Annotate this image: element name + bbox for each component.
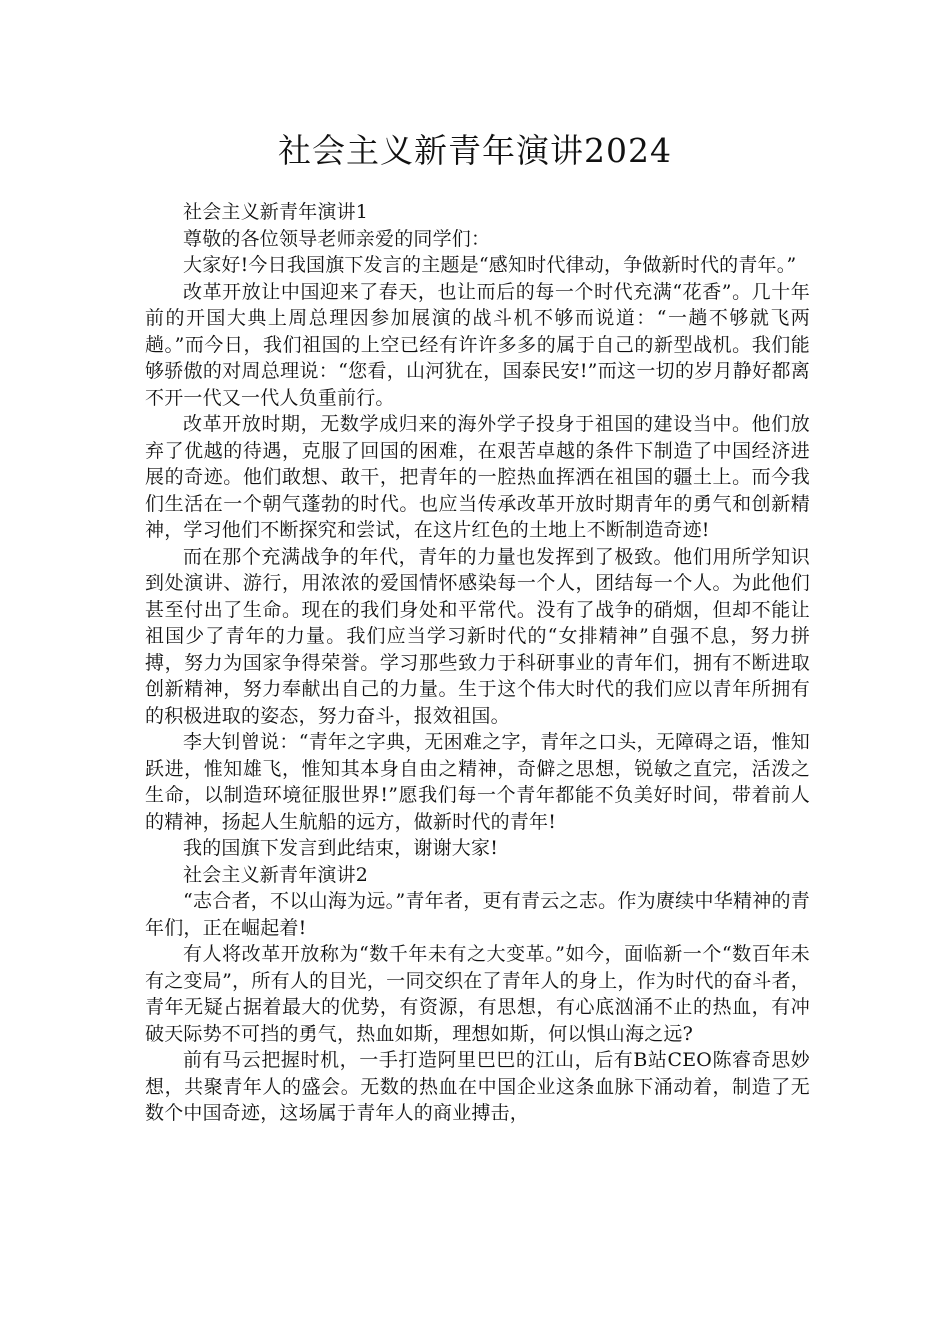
paragraph: 有人将改革开放称为“数千年未有之大变革。”如今，面临新一个“数百年未有之变局”，所有人的目光，一同交织在了青年人的身上，作为时代的奋斗者，青年无疑占据着最大的优势，有资源，有思想，有心底汹涌不止的热血，有冲破天际势不可挡的勇气，热血如斯，理想如斯，何以惧山海之远? — [145, 943, 810, 1045]
paragraph: 社会主义新青年演讲1 — [183, 201, 369, 223]
paragraph: 大家好!今日我国旗下发言的主题是“感知时代律动，争做新时代的青年。” — [183, 254, 797, 276]
document-title: 社会主义新青年演讲2024 — [278, 131, 672, 170]
paragraph: “志合者，不以山海为远。”青年者，更有青云之志。作为赓续中华精神的青年们，正在崛起着! — [145, 890, 810, 939]
paragraph: 社会主义新青年演讲2 — [183, 863, 369, 886]
document-body — [145, 199, 810, 1127]
paragraph: 改革开放时期，无数学成归来的海外学子投身于祖国的建设当中。他们放弃了优越的待遇，克服了回国的困难，在艰苦卓越的条件下制造了中国经济进展的奇迹。他们敢想、敢干，把青年的一腔热血挥洒在祖国的疆土上。而今我们生活在一个朝气蓬勃的时代。也应当传承改革开放时期青年的勇气和创新精神，学习他们不断探究和尝试，在这片红色的土地上不断制造奇迹! — [145, 413, 810, 541]
paragraph: 我的国旗下发言到此结束，谢谢大家! — [183, 837, 499, 859]
paragraph: 前有马云把握时机，一手打造阿里巴巴的江山，后有B站CEO陈睿奇思妙想，共聚青年人的盛会。无数的热血在中国企业这条血脉下涌动着，制造了无数个中国奇迹，这场属于青年人的商业搏击， — [145, 1049, 810, 1124]
paragraph: 而在那个充满战争的年代，青年的力量也发挥到了极致。他们用所学知识到处演讲、游行，用浓浓的爱国情怀感染每一个人，团结每一个人。为此他们甚至付出了生命。现在的我们身处和平常代。没有了战争的硝烟，但却不能让祖国少了青年的力量。我们应当学习新时代的“女排精神”自强不息，努力拼搏，努力为国家争得荣誉。学习那些致力于科研事业的青年们，拥有不断进取创新精神，努力奉献出自己的力量。生于这个伟大时代的我们应以青年所拥有的积极进取的姿态，努力奋斗，报效祖国。 — [145, 545, 810, 727]
paragraph: 尊敬的各位领导老师亲爱的同学们： — [183, 227, 491, 250]
paragraph: 李大钊曾说：“青年之字典，无困难之字，青年之口头，无障碍之语，惟知跃进，惟知雄飞，惟知其本身自由之精神，奇僻之思想，锐敏之直完，活泼之生命，以制造环境征服世界!”愿我们每一个青年都能不负美好时间，带着前人的精神，扬起人生航船的远方，做新时代的青年! — [145, 731, 810, 833]
paragraph: 改革开放让中国迎来了春天，也让而后的每一个时代充满“花香”。几十年前的开国大典上周总理因参加展演的战斗机不够而说道：“一趟不够就飞两趟。”而今日，我们祖国的上空已经有许许多多的属于自己的新型战机。我们能够骄傲的对周总理说：“您看，山河犹在，国泰民安!”而这一切的岁月静好都离不开一代又一代人负重前行。 — [145, 280, 810, 409]
